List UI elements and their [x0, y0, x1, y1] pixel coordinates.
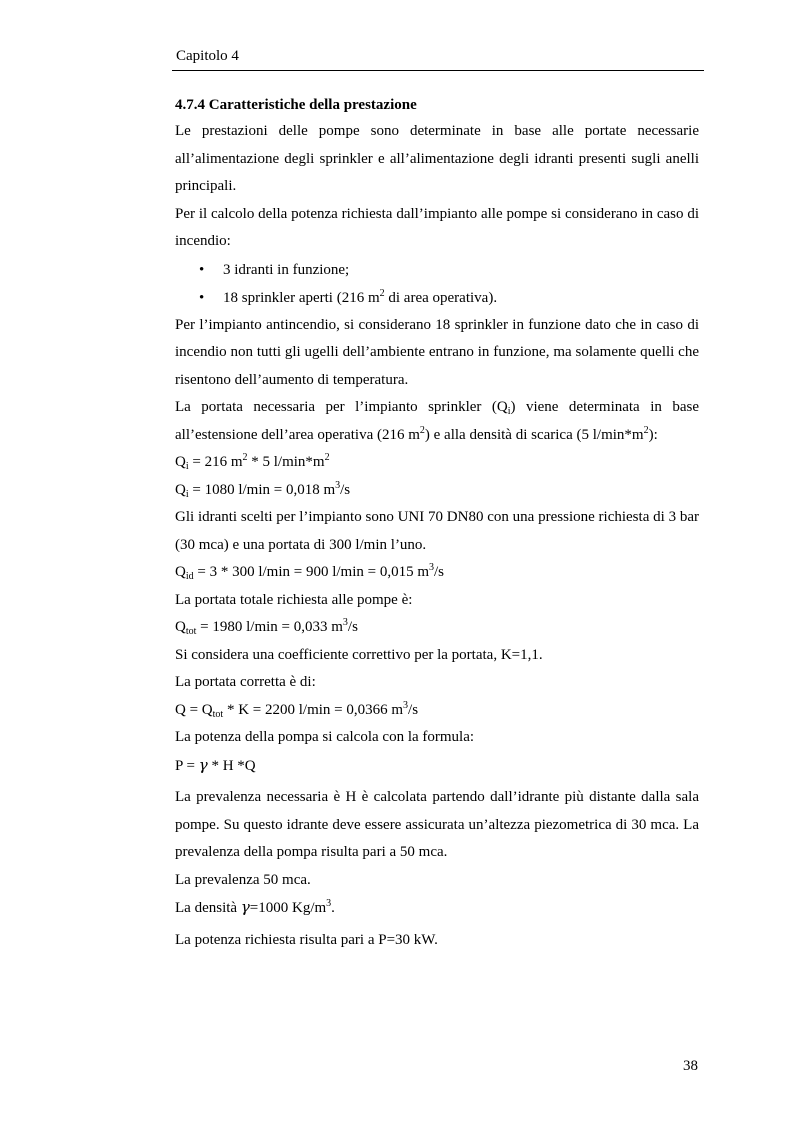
paragraph-idranti: Gli idranti scelti per l’impianto sono UNI 70 DN80 con una pressione richiesta di 3 bar (30 mca) e una portata di 300 l/min l’uno.: [175, 509, 699, 553]
paragraph-portata: La portata necessaria per l’impianto sprinkler $(Q_i)$ viene determinata in base all’estensione dell’area operativa (216 $m^2$) e alla densità di scarica (5 $l/\min*m^2$):: [175, 399, 699, 443]
page-body: [175, 92, 699, 954]
bullet-icon: •: [199, 261, 205, 278]
formula-qi-2: $Q_i = 1080$ l/min = 0,018 $m^3/s$: [175, 479, 351, 500]
formula-q: $Q = Q_{tot} * K = 2200$ l/min = 0,0366 $m^3/s$: [175, 699, 419, 720]
chapter-header: Capitolo 4: [176, 48, 239, 64]
text-portata-totale: La portata totale richiesta alle pompe è:: [175, 591, 413, 608]
formula-qi-1: $Q_i = 216$ $m^2 * 5$ $l/\min*m^2$: [175, 452, 330, 472]
bullet-item-sprinkler: • 18 sprinkler aperti (216 $m^2$ di area operativa).: [175, 284, 699, 312]
text-densita: La densità γ=1000 $Kg/m^3$.: [175, 898, 335, 916]
text-coefficiente: Si considera una coefficiente correttivo per la portata, K=1,1.: [175, 646, 543, 663]
paragraph-intro: Le prestazioni delle pompe sono determinate in base alle portate necessarie all’alimentazione degli sprinkler e all’alimentazione degli idranti presenti sugli anelli principali.: [175, 123, 699, 194]
text-potenza-formula: La potenza della pompa si calcola con la formula:: [175, 729, 475, 745]
text-portata-corretta: La portata corretta è di:: [175, 674, 316, 690]
formula-qid: $Q_{id} = 3 * 300$ l/min = 900 l/min = 0,015 $m^3/s$: [175, 562, 445, 582]
text-prevalenza: La prevalenza 50 mca.: [175, 871, 311, 888]
formula-qtot: $Q_{tot} = 1980$ l/min = 0,033 $m^3/s$: [175, 617, 358, 637]
bullet-icon: •: [199, 289, 205, 306]
formula-p: P = γ * H *Q: [175, 755, 256, 774]
text-potenza-richiesta: La potenza richiesta risulta pari a P=30 kW.: [175, 931, 438, 948]
page-number: 38: [683, 1058, 698, 1074]
bullet-item-idranti: • 3 idranti in funzione;: [175, 256, 699, 284]
section-title: 4.7.4 Caratteristiche della prestazione: [175, 97, 417, 113]
header-rule: [172, 70, 704, 71]
paragraph-prevalenza-necessaria: La prevalenza necessaria è H è calcolata partendo dall’idrante più distante dalla sala pompe. Su questo idrante deve essere assicurata un’altezza piezometrica di 30 mca. La prevalenza della pompa risulta pari a 50 mca.: [175, 789, 699, 860]
paragraph-antincendio: Per l’impianto antincendio, si considerano 18 sprinkler in funzione dato che in caso di incendio non tutti gli ugelli dell’ambiente entrano in funzione, ma solamente quelli che risentono dell’aumento di temperatura.: [175, 316, 699, 388]
paragraph-calc-intro: Per il calcolo della potenza richiesta dall’impianto alle pompe si considerano in caso di incendio:: [175, 205, 699, 249]
bullet-list: [175, 256, 699, 312]
